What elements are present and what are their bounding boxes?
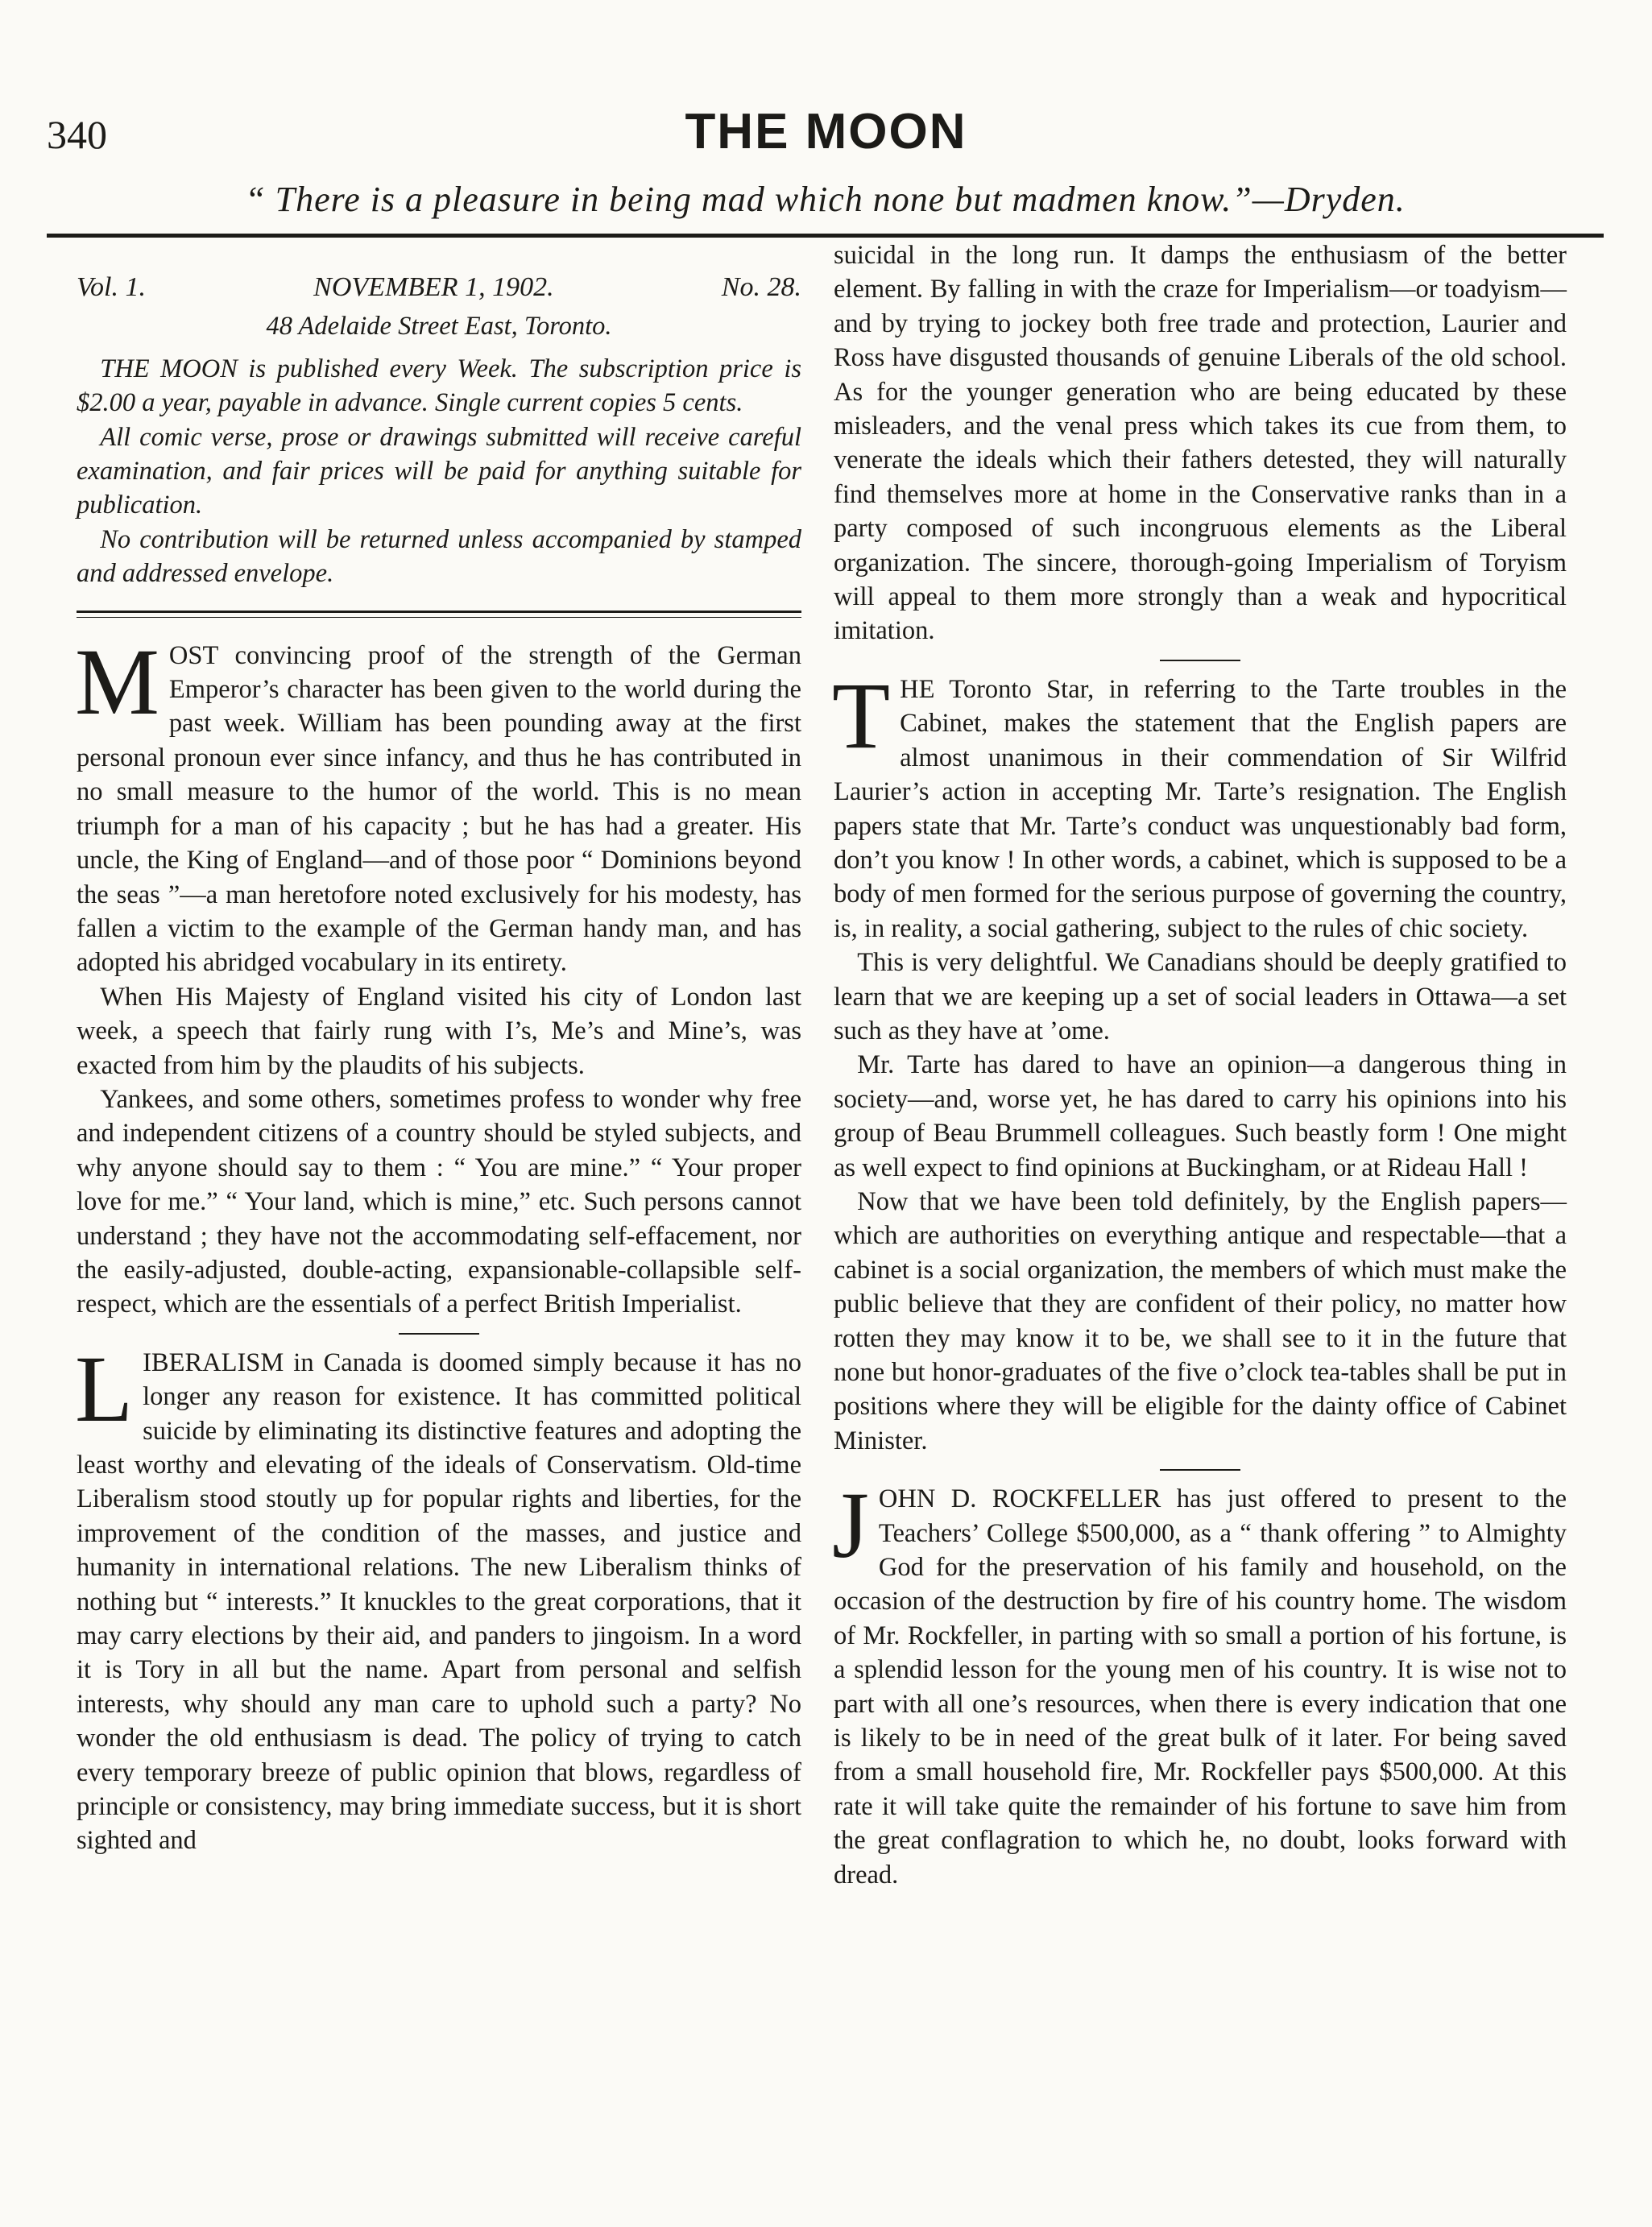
drop-cap: M [75,628,159,735]
article-separator [1160,1469,1240,1471]
issue-line [77,271,801,304]
article-tarte-paragraph: Mr. Tarte has dared to have an opinion—a dangerous thing in society—and, worse yet, he has dared to carry his opinions into his group of Beau Brummell colleagues. Such beastly form ! One might as well expect to find opinions at Buckingham, or at Rideau Hall ! [834,1050,1567,1182]
article-emperor-paragraph: When His Majesty of England visited his city of London last week, a speech that fairly rung with I’s, Me’s and Mine’s, was exacted from him by the plaudits of his subjects. [77,982,801,1080]
left-column [77,238,801,1858]
article-tarte-paragraph: Now that we have been told definitely, by the English papers—which are authorities on everything antique and respectable—that a cabinet is a social organization, the members of which must make the public believe that they are confident of their policy, no matter how rotten they may know it to be, we shall see to it in the future that none but honor-graduates of the five o’clock tea-tables shall be put in positions where they will be eligible for the dainty office of Cabinet Minister. [834,1186,1567,1455]
drop-cap: J [832,1472,869,1579]
article-tarte-paragraph: This is very delightful. We Canadians should be deeply gratified to learn that we are keeping up a set of social leaders in Ottawa—a set such as they have at ’ome. [834,948,1567,1045]
page-number: 340 [47,112,107,157]
masthead-motto: “ There is a pleasure in being mad which none but madmen know.”—Dryden. [245,180,1406,219]
article-separator [399,1333,479,1335]
subscription-notice: THE MOON is published every Week. The subscription price is $2.00 a year, payable in advance. Single current copies 5 cents. [77,354,801,418]
article-tarte-paragraph: THE Toronto Star, in referring to the Tarte troubles in the Cabinet, makes the statement that the English papers are almost unanimous in their commendation of Sir Wilfrid Laurier’s action in accepting Mr. Tarte’s resignation. The English papers state that Mr. Tarte’s conduct was unquestionably bad form, don’t you know ! In other words, a cabinet, which is supposed to be a body of men formed for the serious purpose of governing the country, is, in reality, a social gathering, subject to the rules of chic society. [832,662,1567,943]
publisher-address: 48 Adelaide Street East, Toronto. [266,312,612,342]
article-emperor-paragraph: Yankees, and some others, sometimes profess to wonder why free and independent citizens of a country should be styled subjects, and why anyone should say to them : “ You are mine.” “ Your proper love for me.” “ Your land, which is mine,” etc. Such persons cannot understand ; they have not the accommodating self-effacement, nor the easily-adjusted, double-acting, expansionable-collapsible self-respect, which are the essentials of a perfect British Imperialist. [77,1084,801,1319]
issue-number: No. 28. [721,272,801,302]
article-emperor-paragraph: MOST convincing proof of the strength of the German Emperor’s character has been given to the world during the past week. William has been pounding away at the first personal pronoun ever since infancy, and thus he has contributed in no small measure to the humor of the world. This is no mean triumph for a man of his capacity ; but he has had a greater. His uncle, the King of England—and of those poor “ Dominions beyond the seas ”—a man heretofore noted exclusively for his modesty, has fallen a victim to the example of the German handy man, and has adopted his abridged vocabulary in its entirety. [75,628,801,978]
article-rockfeller-paragraph: JOHN D. ROCKFELLER has just offered to present to the Teachers’ College $500,000, as a “ thank offering ” to Almighty God for the preservation of his family and household, on the occasion of the destruction by fire of his country home. The wisdom of Mr. Rockfeller, in parting with so small a portion of his fortune, is a splendid lesson for the young men of his country. It is wise not to part with all one’s resources, when there is every indication that one is likely to be in need of the great bulk of it later. For being saved from a small household fire, Mr. Rockfeller pays $500,000. At this rate it will take quite the remainder of his fortune to save him from the great conflagration to which he, no doubt, looks forward with dread. [832,1472,1567,1890]
volume-label: Vol. 1. [77,272,146,302]
issue-date: NOVEMBER 1, 1902. [313,272,554,302]
section-divider [77,611,801,618]
header-rule [47,234,1604,238]
right-column [834,238,1567,1892]
article-separator [1160,660,1240,661]
article-liberalism-paragraph: LIBERALISM in Canada is doomed simply because it has no longer any reason for existence. It has committed political suicide by eliminating its distinctive features and adopting the least worthy and elevating of the ideals of Conservatism. Old-time Liberalism stood stoutly up for popular rights and liberties, for the improvement of the condition of the masses, and justice and humanity in international relations. The new Liberalism thinks of nothing but “ interests.” It knuckles to the great corporations, that it may carry elections by their aid, and panders to jingoism. In a word it is Tory in all but the name. Apart from personal and selfish interests, why should any man care to uphold such a party? No wonder the old enthusiasm is dead. The policy of trying to catch every temporary breeze of public opinion that blows, regardless of principle or consistency, may bring immediate success, but it is short sighted and [75,1335,801,1856]
submission-notice: All comic verse, prose or drawings submitted will receive careful examination, and fair prices will be paid for anything suitable for publication. [77,422,801,520]
masthead-title: THE MOON [685,104,967,159]
return-notice: No contribution will be returned unless accompanied by stamped and addressed envelope. [77,524,801,589]
drop-cap: L [75,1335,134,1442]
article-liberalism-continued: suicidal in the long run. It damps the enthusiasm of the better element. By falling in with the craze for Imperialism—or toadyism—and by trying to jockey both free trade and protection, Laurier and Ross have disgusted thousands of genuine Liberals of the old school. As for the younger generation who are being educated by these misleaders, and the venal press which takes its cue from them, to venerate the ideals which their fathers detested, they will naturally find themselves more at home in the Conservative ranks than in a party composed of such incongruous elements as the Liberal organization. The sincere, thorough-going Imperialism of Toryism will appeal to them more strongly than a weak and hypocritical imitation. [834,241,1567,646]
drop-cap: T [832,662,891,768]
